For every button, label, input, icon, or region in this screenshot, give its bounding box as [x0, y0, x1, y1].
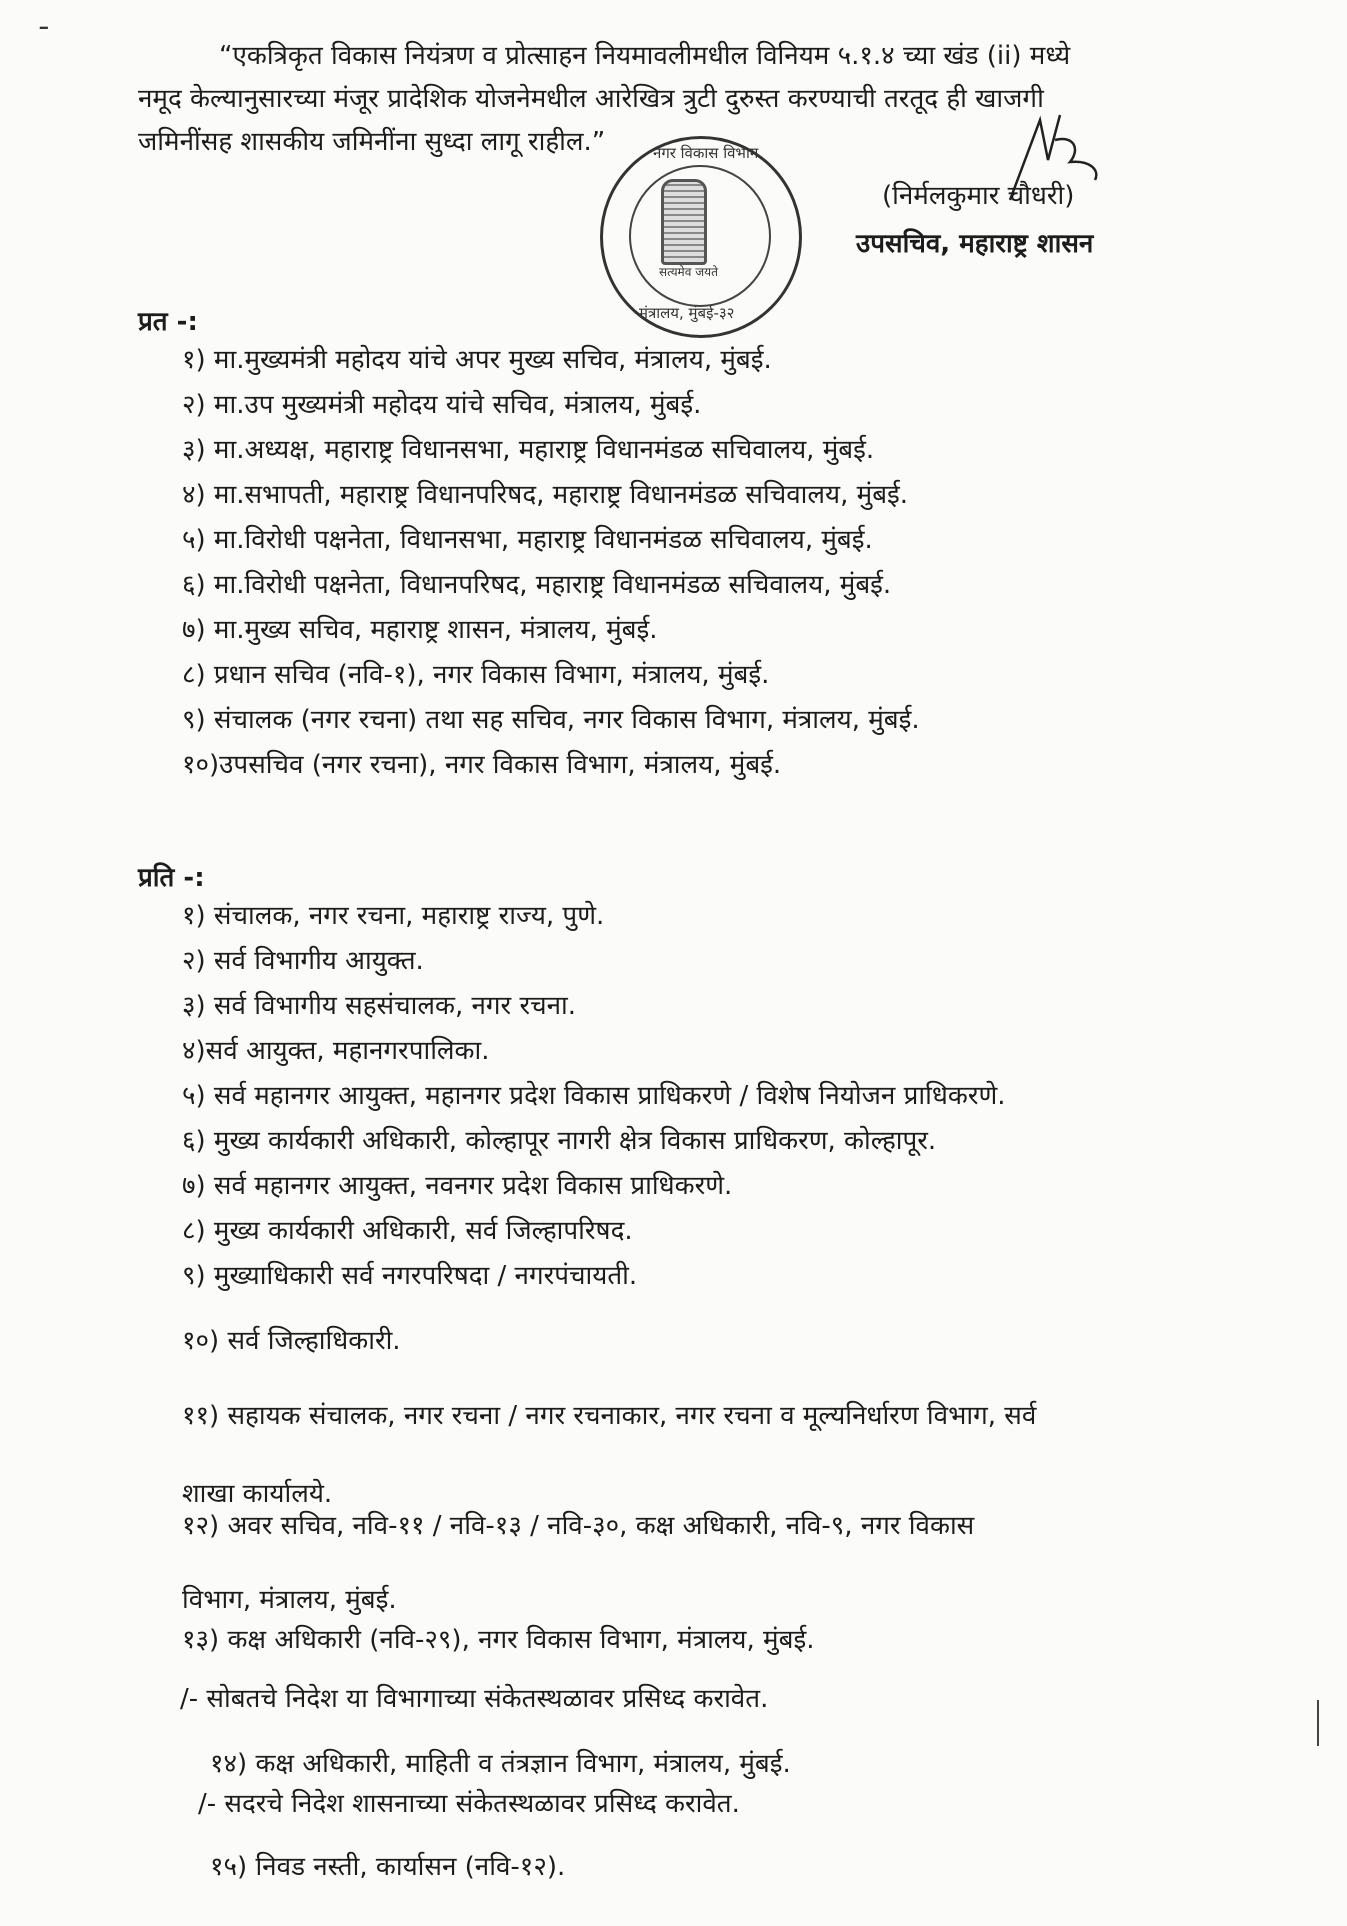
- to-list-item: ६) मुख्य कार्यकारी अधिकारी, कोल्हापूर नागरी क्षेत्र विकास प्राधिकरण, कोल्हापूर.: [182, 1126, 937, 1156]
- paragraph-line: “एकत्रिकृत विकास नियंत्रण व प्रोत्साहन नियमावलीमधील विनियम ५.१.४ च्या खंड (ii) मध्ये: [219, 41, 1071, 71]
- copy-heading: प्रत -:: [138, 307, 198, 337]
- to-list-item: १५) निवड नस्ती, कार्यासन (नवि-१२).: [210, 1852, 566, 1882]
- copy-list-item: ९) संचालक (नगर रचना) तथा सह सचिव, नगर विकास विभाग, मंत्रालय, मुंबई.: [182, 705, 920, 735]
- stamp-motto: सत्यमेव जयते: [659, 265, 718, 279]
- official-stamp: [600, 136, 802, 338]
- copy-list-item: ३) मा.अध्यक्ष, महाराष्ट्र विधानसभा, महाराष्ट्र विधानमंडळ सचिवालय, मुंबई.: [182, 435, 875, 465]
- to-list-item: २) सर्व विभागीय आयुक्त.: [182, 946, 424, 976]
- copy-list-item: १०)उपसचिव (नगर रचना), नगर विकास विभाग, मंत्रालय, मुंबई.: [182, 750, 782, 780]
- copy-list-item: ५) मा.विरोधी पक्षनेता, विधानसभा, महाराष्ट्र विधानमंडळ सचिवालय, मुंबई.: [182, 525, 873, 555]
- stamp-top-text: नगर विकास विभाग: [653, 144, 759, 162]
- paragraph-line: नमूद केल्यानुसारच्या मंजूर प्रादेशिक योजनेमधील आरेखित्र त्रुटी दुरुस्त करण्याची तरतूद ही खाजगी: [138, 84, 1044, 114]
- to-list-item: १२) अवर सचिव, नवि-११ / नवि-१३ / नवि-३०, कक्ष अधिकारी, नवि-९, नगर विकास: [182, 1511, 975, 1541]
- to-list-item: ७) सर्व महानगर आयुक्त, नवनगर प्रदेश विकास प्राधिकरणे.: [182, 1171, 733, 1201]
- to-list-item: ३) सर्व विभागीय सहसंचालक, नगर रचना.: [182, 991, 577, 1021]
- stamp-bottom-text: मंत्रालय, मुंबई-३२: [639, 304, 735, 322]
- emblem-icon: [661, 179, 707, 265]
- to-list-item: १४) कक्ष अधिकारी, माहिती व तंत्रज्ञान विभाग, मंत्रालय, मुंबई.: [210, 1749, 791, 1779]
- signatory-designation: उपसचिव, महाराष्ट्र शासन: [856, 229, 1094, 259]
- copy-list-item: ८) प्रधान सचिव (नवि-१), नगर विकास विभाग, मंत्रालय, मुंबई.: [182, 660, 770, 690]
- to-list-item-continued: शाखा कार्यालये.: [182, 1479, 333, 1509]
- scan-artifact: [1317, 1700, 1319, 1746]
- to-list-item: ९) मुख्याधिकारी सर्व नगरपरिषदा / नगरपंचायती.: [182, 1261, 638, 1291]
- scan-mark: ـ: [40, 6, 48, 36]
- copy-list-item: १) मा.मुख्यमंत्री महोदय यांचे अपर मुख्य सचिव, मंत्रालय, मुंबई.: [182, 345, 772, 375]
- to-list-item: ११) सहायक संचालक, नगर रचना / नगर रचनाकार, नगर रचना व मूल्यनिर्धारण विभाग, सर्व: [182, 1401, 1037, 1431]
- signatory-name: (निर्मलकुमार चौधरी): [882, 181, 1075, 211]
- to-list-item: १) संचालक, नगर रचना, महाराष्ट्र राज्य, पुणे.: [182, 901, 605, 931]
- to-list-item: ५) सर्व महानगर आयुक्त, महानगर प्रदेश विकास प्राधिकरणे / विशेष नियोजन प्राधिकरणे.: [182, 1081, 1006, 1111]
- to-list-note: /- सोबतचे निदेश या विभागाच्या संकेतस्थळावर प्रसिध्द करावेत.: [180, 1684, 769, 1714]
- to-list-item-continued: विभाग, मंत्रालय, मुंबई.: [182, 1585, 397, 1615]
- copy-list-item: ४) मा.सभापती, महाराष्ट्र विधानपरिषद, महाराष्ट्र विधानमंडळ सचिवालय, मुंबई.: [182, 480, 909, 510]
- to-list-item: १३) कक्ष अधिकारी (नवि-२९), नगर विकास विभाग, मंत्रालय, मुंबई.: [182, 1625, 815, 1655]
- copy-list-item: ६) मा.विरोधी पक्षनेता, विधानपरिषद, महाराष्ट्र विधानमंडळ सचिवालय, मुंबई.: [182, 570, 892, 600]
- to-list-item: १०) सर्व जिल्हाधिकारी.: [182, 1326, 401, 1356]
- to-heading: प्रति -:: [138, 863, 205, 893]
- to-list-item: ८) मुख्य कार्यकारी अधिकारी, सर्व जिल्हापरिषद.: [182, 1216, 633, 1246]
- copy-list-item: २) मा.उप मुख्यमंत्री महोदय यांचे सचिव, मंत्रालय, मुंबई.: [182, 390, 702, 420]
- to-list-note: /- सदरचे निदेश शासनाच्या संकेतस्थळावर प्रसिध्द करावेत.: [198, 1789, 740, 1819]
- copy-list-item: ७) मा.मुख्य सचिव, महाराष्ट्र शासन, मंत्रालय, मुंबई.: [182, 615, 658, 645]
- paragraph-line: जमिनींसह शासकीय जमिनींना सुध्दा लागू राहील.”: [138, 127, 606, 157]
- to-list-item: ४)सर्व आयुक्त, महानगरपालिका.: [182, 1036, 490, 1066]
